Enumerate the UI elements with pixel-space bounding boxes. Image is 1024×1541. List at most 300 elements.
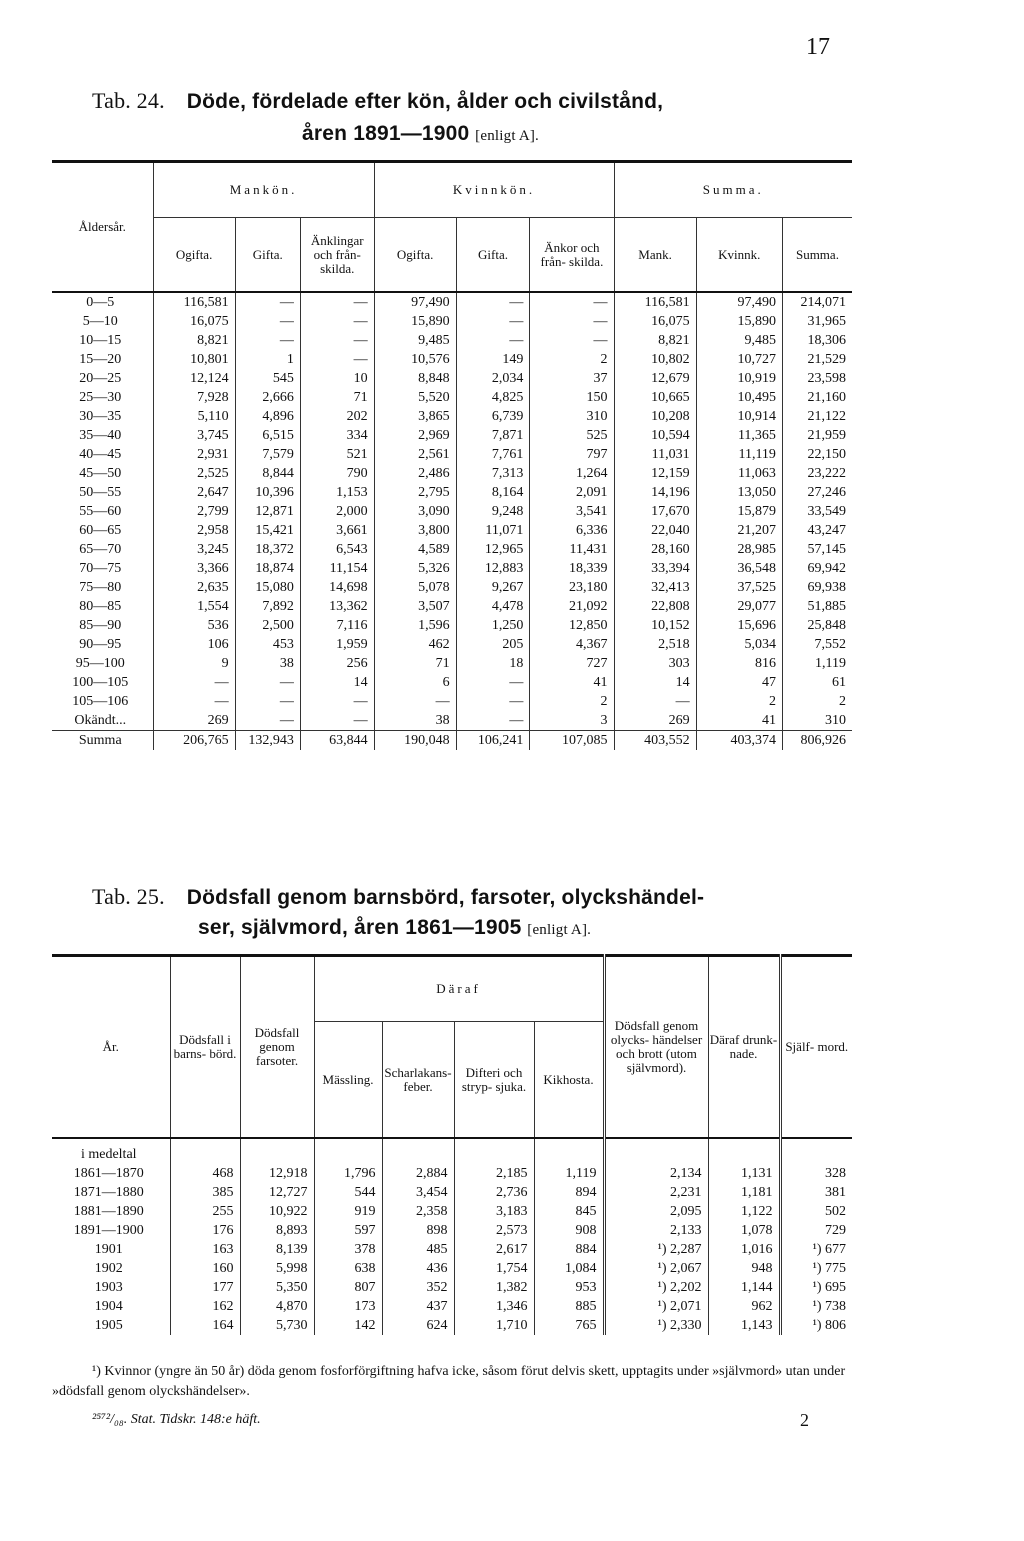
row-label: 105—106 (72, 694, 129, 709)
table-cell: 7,871 (456, 426, 530, 445)
table-row (52, 1240, 852, 1259)
table-cell: 2,969 (374, 426, 456, 445)
table-cell: 21,529 (782, 350, 852, 369)
table-cell: ¹) 806 (780, 1316, 852, 1335)
table-cell: 9 (153, 654, 235, 673)
sum-cell: 106,241 (456, 731, 530, 751)
table-cell: 1,710 (454, 1316, 534, 1335)
table-cell: 3 (530, 711, 614, 731)
table-cell: 4,825 (456, 388, 530, 407)
table-cell: 765 (534, 1316, 604, 1335)
table-cell: 303 (614, 654, 696, 673)
table-row (52, 1297, 852, 1316)
table-cell: 28,160 (614, 540, 696, 559)
table-cell: — (153, 673, 235, 692)
table-cell: — (456, 312, 530, 331)
header-suicide: Själf- mord. (780, 956, 852, 1139)
table-cell: 10,152 (614, 616, 696, 635)
table-cell: ¹) 775 (780, 1259, 852, 1278)
table-cell: 7,892 (235, 597, 300, 616)
table-cell: 310 (782, 711, 852, 731)
table-cell: 962 (708, 1297, 780, 1316)
table-cell: 2 (696, 692, 782, 711)
table-cell: ¹) 2,202 (604, 1278, 708, 1297)
sum-cell: 206,765 (153, 731, 235, 751)
table-cell: 51,885 (782, 597, 852, 616)
table-cell: 884 (534, 1240, 604, 1259)
tab25-source: [enligt A]. (527, 922, 592, 938)
table-cell: 10,727 (696, 350, 782, 369)
table-row (52, 1316, 852, 1335)
table-cell: 9,267 (456, 578, 530, 597)
tab25-title-line2-wrap (198, 914, 591, 940)
table-cell: 727 (530, 654, 614, 673)
row-label: 1904 (94, 1299, 123, 1314)
table-cell: 38 (374, 711, 456, 731)
table-cell: 11,031 (614, 445, 696, 464)
table-cell: 18,306 (782, 331, 852, 350)
table-cell: 116,581 (153, 292, 235, 312)
header-sum-men: Mank. (614, 218, 696, 293)
table-cell: 521 (300, 445, 374, 464)
table-cell: 4,589 (374, 540, 456, 559)
row-label: 75—80 (79, 580, 122, 595)
table-row (52, 578, 852, 597)
table-cell: 142 (314, 1316, 382, 1335)
tab24-title-line1: Döde, fördelade efter kön, ålder och civilstånd, (186, 90, 664, 113)
row-label: 85—90 (79, 618, 122, 633)
table-cell: 2,091 (530, 483, 614, 502)
row-label: 40—45 (79, 447, 122, 462)
header-accidents: Dödsfall genom olycks- händelser och brott (utom självmord). (604, 956, 708, 1139)
table-cell: 13,362 (300, 597, 374, 616)
table-row (52, 692, 852, 711)
tab25-table (52, 954, 852, 1335)
table-cell: 3,183 (454, 1202, 534, 1221)
table-cell: 6,543 (300, 540, 374, 559)
table-cell: 160 (170, 1259, 240, 1278)
table-cell: 544 (314, 1183, 382, 1202)
table-cell: 8,848 (374, 369, 456, 388)
table-cell: 17,670 (614, 502, 696, 521)
table-cell: 31,965 (782, 312, 852, 331)
table-cell: 5,998 (240, 1259, 314, 1278)
table-row (52, 445, 852, 464)
row-label: 35—40 (79, 428, 122, 443)
table-cell: 21,959 (782, 426, 852, 445)
header-childbirth: Dödsfall i barns- börd. (170, 956, 240, 1139)
table-cell: 37 (530, 369, 614, 388)
tab25-title-line2: ser, självmord, åren 1861—1905 (198, 916, 522, 939)
row-label: Okändt... (74, 713, 127, 728)
table-cell: 2 (782, 692, 852, 711)
header-women: Kvinnkön. (374, 162, 614, 218)
table-cell: 12,871 (235, 502, 300, 521)
table-cell: 3,541 (530, 502, 614, 521)
table-row (52, 540, 852, 559)
table-cell: 149 (456, 350, 530, 369)
sum-cell: 107,085 (530, 731, 614, 751)
tab24-source: [enligt A]. (475, 128, 539, 144)
table-cell: 1,250 (456, 616, 530, 635)
table-cell: 7,579 (235, 445, 300, 464)
table-cell: 381 (780, 1183, 852, 1202)
table-cell: 3,366 (153, 559, 235, 578)
table-row (52, 464, 852, 483)
table-cell: 37,525 (696, 578, 782, 597)
tab25-title (92, 884, 892, 910)
table-cell: 12,883 (456, 559, 530, 578)
row-label: 1891—1900 (73, 1223, 144, 1238)
table-cell: ¹) 695 (780, 1278, 852, 1297)
table-cell: 71 (300, 388, 374, 407)
table-cell: 36,548 (696, 559, 782, 578)
table-cell: 1,181 (708, 1183, 780, 1202)
sum-row (52, 731, 852, 751)
table-cell: 10,801 (153, 350, 235, 369)
row-label: 90—95 (79, 637, 122, 652)
table-cell: 15,890 (696, 312, 782, 331)
table-cell: 502 (780, 1202, 852, 1221)
table-cell: 22,150 (782, 445, 852, 464)
table-cell: 4,367 (530, 635, 614, 654)
table-cell: 453 (235, 635, 300, 654)
table-cell: 3,661 (300, 521, 374, 540)
table-cell: 894 (534, 1183, 604, 1202)
table-cell: 1,754 (454, 1259, 534, 1278)
table-cell: 21,122 (782, 407, 852, 426)
table-cell: 328 (780, 1164, 852, 1183)
table-cell: ¹) 2,067 (604, 1259, 708, 1278)
table-cell: 14 (300, 673, 374, 692)
table-cell: 43,247 (782, 521, 852, 540)
table-cell: 15,879 (696, 502, 782, 521)
table-cell: 12,918 (240, 1164, 314, 1183)
table-cell: 6 (374, 673, 456, 692)
table-cell: 462 (374, 635, 456, 654)
table-cell: 2,486 (374, 464, 456, 483)
table-cell: 18,874 (235, 559, 300, 578)
tab24-table (52, 160, 852, 750)
table-cell: 33,394 (614, 559, 696, 578)
header-men-unmarried: Ogifta. (153, 218, 235, 293)
table-cell: 8,821 (153, 331, 235, 350)
table-cell: 205 (456, 635, 530, 654)
table-cell: 2,647 (153, 483, 235, 502)
header-women-widowed: Änkor och från- skilda. (530, 218, 614, 293)
table-cell: 15,696 (696, 616, 782, 635)
table-cell: 41 (530, 673, 614, 692)
header-sum-women: Kvinnk. (696, 218, 782, 293)
table-cell: 2,795 (374, 483, 456, 502)
table-cell: 8,893 (240, 1221, 314, 1240)
table-cell: 385 (170, 1183, 240, 1202)
table-cell: 436 (382, 1259, 454, 1278)
table-cell: 1,959 (300, 635, 374, 654)
table-cell: 41 (696, 711, 782, 731)
table-cell: 1,382 (454, 1278, 534, 1297)
table-cell: 23,222 (782, 464, 852, 483)
table-cell: 437 (382, 1297, 454, 1316)
tab24-label: Tab. 24. (92, 88, 165, 113)
table-row (52, 673, 852, 692)
header-epidemics: Dödsfall genom farsoter. (240, 956, 314, 1139)
table-cell: ¹) 677 (780, 1240, 852, 1259)
sum-label: Summa (52, 731, 153, 751)
table-cell: — (235, 292, 300, 312)
table-cell: 10,922 (240, 1202, 314, 1221)
table-cell: 10,208 (614, 407, 696, 426)
table-cell: 10 (300, 369, 374, 388)
row-label: 60—65 (79, 523, 122, 538)
table-cell: 12,679 (614, 369, 696, 388)
table-cell: 256 (300, 654, 374, 673)
table-cell: — (456, 292, 530, 312)
table-cell: 5,350 (240, 1278, 314, 1297)
table-cell: 12,727 (240, 1183, 314, 1202)
table-cell: 61 (782, 673, 852, 692)
table-cell: 3,745 (153, 426, 235, 445)
row-label: 50—55 (79, 485, 122, 500)
table-cell: 10,802 (614, 350, 696, 369)
table-cell: 18,372 (235, 540, 300, 559)
table-cell: — (456, 331, 530, 350)
header-whooping: Kikhosta. (534, 1022, 604, 1139)
table-cell: 790 (300, 464, 374, 483)
row-label: 25—30 (79, 390, 122, 405)
table-cell: 1 (235, 350, 300, 369)
table-cell: 202 (300, 407, 374, 426)
row-label: 5—10 (82, 314, 118, 329)
table-cell: 3,245 (153, 540, 235, 559)
table-cell: — (300, 331, 374, 350)
table-cell: 8,139 (240, 1240, 314, 1259)
table-cell: — (235, 692, 300, 711)
table-cell: 11,431 (530, 540, 614, 559)
table-row (52, 1259, 852, 1278)
table-cell: 23,598 (782, 369, 852, 388)
table-cell: 334 (300, 426, 374, 445)
table-cell: 2,133 (604, 1221, 708, 1240)
bottom-left-note: ²⁵⁷²/₀₈. Stat. Tidskr. 148:e häft. (92, 1412, 261, 1427)
table-cell: 5,110 (153, 407, 235, 426)
sum-cell: 63,844 (300, 731, 374, 751)
table-cell: 2,500 (235, 616, 300, 635)
table-cell: 2,736 (454, 1183, 534, 1202)
table-cell: 485 (382, 1240, 454, 1259)
table-cell: 214,071 (782, 292, 852, 312)
table-cell: 7,928 (153, 388, 235, 407)
table-cell: 10,594 (614, 426, 696, 445)
table-cell: 2,666 (235, 388, 300, 407)
table-cell: — (614, 692, 696, 711)
tab25-label: Tab. 25. (92, 884, 165, 909)
header-age: Åldersår. (52, 162, 153, 293)
table-cell: 14 (614, 673, 696, 692)
table-cell: 12,850 (530, 616, 614, 635)
header-men: Mankön. (153, 162, 374, 218)
table-row (52, 521, 852, 540)
table-cell: 1,119 (782, 654, 852, 673)
table-cell: 10,576 (374, 350, 456, 369)
table-cell: 106 (153, 635, 235, 654)
table-cell: 15,890 (374, 312, 456, 331)
row-label: 1881—1890 (73, 1204, 144, 1219)
table-cell: 177 (170, 1278, 240, 1297)
bottom-right-number: 2 (800, 1410, 809, 1430)
table-cell: 953 (534, 1278, 604, 1297)
tab24-title-line2: åren 1891—1900 (302, 122, 470, 145)
table-cell: 23,180 (530, 578, 614, 597)
header-men-widowed: Änklingar och från- skilda. (300, 218, 374, 293)
table-cell: 13,050 (696, 483, 782, 502)
table-cell: 10,665 (614, 388, 696, 407)
table-cell: 9,485 (374, 331, 456, 350)
table-cell: 11,365 (696, 426, 782, 445)
table-cell: 807 (314, 1278, 382, 1297)
table-row (52, 711, 852, 731)
table-cell: 3,865 (374, 407, 456, 426)
table-cell: 2,931 (153, 445, 235, 464)
table-cell: ¹) 738 (780, 1297, 852, 1316)
row-label: 30—35 (79, 409, 122, 424)
table-cell: 7,313 (456, 464, 530, 483)
table-cell: 816 (696, 654, 782, 673)
table-cell: 5,520 (374, 388, 456, 407)
table-cell: 3,090 (374, 502, 456, 521)
table-cell: 28,985 (696, 540, 782, 559)
table-cell: 1,084 (534, 1259, 604, 1278)
table-cell: 845 (534, 1202, 604, 1221)
tab25-body (52, 1138, 852, 1335)
sum-cell: 132,943 (235, 731, 300, 751)
table-cell: 29,077 (696, 597, 782, 616)
table-row (52, 559, 852, 578)
table-cell: 21,092 (530, 597, 614, 616)
table-cell: 6,336 (530, 521, 614, 540)
table-cell: — (530, 292, 614, 312)
table-cell: 1,554 (153, 597, 235, 616)
row-label: 65—70 (79, 542, 122, 557)
table-cell: 11,119 (696, 445, 782, 464)
table-cell: 6,515 (235, 426, 300, 445)
table-cell: — (456, 692, 530, 711)
table-cell: 4,870 (240, 1297, 314, 1316)
header-scarlet: Scharlakans- feber. (382, 1022, 454, 1139)
table-cell: 14,698 (300, 578, 374, 597)
table-cell: 15,080 (235, 578, 300, 597)
table-cell: 638 (314, 1259, 382, 1278)
table-cell: 22,040 (614, 521, 696, 540)
table-cell: 1,346 (454, 1297, 534, 1316)
table-cell: 2,958 (153, 521, 235, 540)
table-cell: 2,000 (300, 502, 374, 521)
row-label: 15—20 (79, 352, 122, 367)
table-cell: 3,507 (374, 597, 456, 616)
table-cell: 10,495 (696, 388, 782, 407)
table-cell: 597 (314, 1221, 382, 1240)
table-cell: 176 (170, 1221, 240, 1240)
table-cell: — (374, 692, 456, 711)
header-drowned: Däraf drunk- nade. (708, 956, 780, 1139)
table-cell: 948 (708, 1259, 780, 1278)
table-cell: 11,154 (300, 559, 374, 578)
row-label: 45—50 (79, 466, 122, 481)
table-row (52, 407, 852, 426)
table-cell: 352 (382, 1278, 454, 1297)
table-row (52, 1221, 852, 1240)
table-cell: 269 (153, 711, 235, 731)
table-cell: 69,938 (782, 578, 852, 597)
table-row (52, 1278, 852, 1297)
table-cell: 2,034 (456, 369, 530, 388)
table-cell: — (235, 312, 300, 331)
table-cell: 7,552 (782, 635, 852, 654)
sum-cell: 190,048 (374, 731, 456, 751)
table-cell: 8,821 (614, 331, 696, 350)
sum-cell: 403,552 (614, 731, 696, 751)
table-row (52, 350, 852, 369)
page-number: 17 (806, 34, 830, 60)
table-row (52, 597, 852, 616)
table-cell: 1,078 (708, 1221, 780, 1240)
table-cell: 5,326 (374, 559, 456, 578)
table-cell: 5,034 (696, 635, 782, 654)
table-cell: 885 (534, 1297, 604, 1316)
table-cell: — (235, 331, 300, 350)
table-row (52, 635, 852, 654)
table-cell: 2,799 (153, 502, 235, 521)
table-cell: 38 (235, 654, 300, 673)
table-cell: 3,454 (382, 1183, 454, 1202)
table-cell: 378 (314, 1240, 382, 1259)
sum-cell: 403,374 (696, 731, 782, 751)
table-cell: 4,478 (456, 597, 530, 616)
header-daraf: Däraf (314, 956, 604, 1022)
row-label: 10—15 (79, 333, 122, 348)
table-cell: 173 (314, 1297, 382, 1316)
footnote: ¹) Kvinnor (yngre än 50 år) döda genom fosforförgiftning hafva icke, såsom förut delvis skett, upptagits under »självmord» utan under »dödsfall genom olyckshändelser». (52, 1364, 846, 1399)
table-cell: 12,965 (456, 540, 530, 559)
header-year: År. (52, 956, 170, 1139)
table-row (52, 426, 852, 445)
row-label: 95—100 (75, 656, 125, 671)
table-cell: 10,919 (696, 369, 782, 388)
table-cell: 21,160 (782, 388, 852, 407)
table-cell: 162 (170, 1297, 240, 1316)
table-row (52, 388, 852, 407)
table-row (52, 331, 852, 350)
table-cell: 2,573 (454, 1221, 534, 1240)
header-sum-total: Summa. (782, 218, 852, 293)
table-cell: 14,196 (614, 483, 696, 502)
table-cell: 164 (170, 1316, 240, 1335)
table-cell: 8,164 (456, 483, 530, 502)
table-cell: 2,617 (454, 1240, 534, 1259)
table-cell: 18,339 (530, 559, 614, 578)
table-cell: 15,421 (235, 521, 300, 540)
table-cell: — (530, 312, 614, 331)
row-label: 55—60 (79, 504, 122, 519)
table-row (52, 369, 852, 388)
table-cell: — (530, 331, 614, 350)
table-cell: 2,231 (604, 1183, 708, 1202)
table-cell: 1,796 (314, 1164, 382, 1183)
table-cell: 468 (170, 1164, 240, 1183)
table-cell: 163 (170, 1240, 240, 1259)
table-cell: 2,095 (604, 1202, 708, 1221)
table-cell: 7,761 (456, 445, 530, 464)
